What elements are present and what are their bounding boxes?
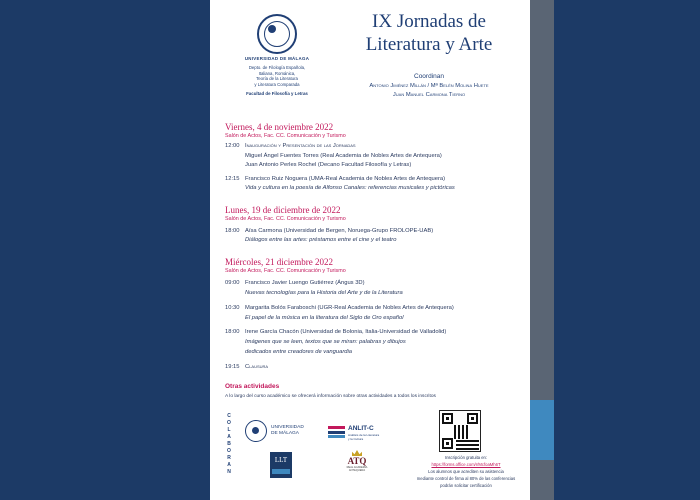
certification-note-line: podrán solicitar certificación <box>440 483 492 488</box>
session-time: 19:15 <box>225 364 240 370</box>
session-row <box>225 329 525 335</box>
session-time: 12:15 <box>225 176 240 182</box>
session-time: 09:00 <box>225 280 240 286</box>
session-row <box>225 364 525 370</box>
other-activities-heading: Otras actividades <box>225 383 280 390</box>
university-logo-block <box>222 14 332 96</box>
certification-note-line: Los alumnos que acrediten su asistencia <box>428 469 504 474</box>
other-activities-text: A lo largo del curso académico se ofrecerá información sobre otras actividades a todos los inscritos <box>225 394 436 399</box>
uma-logo: UNIVERSIDAD DE MÁLAGA <box>245 420 315 444</box>
session-row <box>225 280 525 286</box>
session-detail: El papel de la música en la literatura del Siglo de Oro español <box>245 315 404 321</box>
session-text: Francisco Ruiz Noguera (UMA-Real Academia de Nobles Artes de Antequera) <box>245 176 446 182</box>
book-stack-icon <box>328 426 345 440</box>
day-heading: Miércoles, 21 diciembre 2022 <box>225 257 333 267</box>
session-text: Irene García Chacón (Universidad de Bolonia, Italia-Universidad de Valladolid) <box>245 329 447 335</box>
venue-label: Salón de Actos, Fac. CC. Comunicación y Turismo <box>225 268 346 274</box>
session-time: 18:00 <box>225 228 240 234</box>
atq-logo: ATQ REAL ACADEMIA ANTEQUERA <box>342 450 372 484</box>
registration-label: Inscripción gratuita en: <box>444 455 488 460</box>
colaboran-letter: N <box>227 469 231 475</box>
colaboran-letter: O <box>227 420 231 426</box>
venue-label: Salón de Actos, Fac. CC. Comunicación y Turismo <box>225 216 346 222</box>
crown-icon <box>352 450 362 456</box>
session-time: 18:00 <box>225 329 240 335</box>
session-detail: Imágenes que se leen, textos que se miran: palabras y dibujos <box>245 339 406 345</box>
session-row <box>225 176 525 182</box>
uma-seal-icon <box>245 420 267 442</box>
certification-note-line: mediante control de firma al 80% de las conferencias <box>416 476 516 481</box>
university-name: UNIVERSIDAD DE MÁLAGA <box>244 56 310 61</box>
session-text: Inauguración y Presentación de las Jornadas <box>245 143 356 149</box>
session-time: 10:30 <box>225 305 240 311</box>
session-text: Clausura <box>245 364 269 370</box>
registration-qr-code[interactable] <box>439 410 481 452</box>
faculty-name: Facultad de Filosofía y Letras <box>246 91 308 96</box>
anlit-logo: ANLIT-C Análisis de la Literatura y la Cultura <box>328 424 388 444</box>
session-text: Margarita Bolós Faraboschi (UGR-Real Academia de Nobles Artes de Antequera) <box>245 305 454 311</box>
session-detail: Nuevas tecnologías para la Historia del Arte y de la Literatura <box>245 290 403 296</box>
university-seal-icon <box>257 14 297 54</box>
colaboran-label <box>226 413 232 476</box>
session-row <box>225 305 525 311</box>
day-heading: Viernes, 4 de noviembre 2022 <box>225 122 334 132</box>
registration-link[interactable]: https://forms.office.com/r/McfoaMh6T <box>431 462 501 467</box>
department-name: Depto. de Filología Española, Italiana, Románica, Teoría de la Literatura y Literatura Comparada <box>248 65 306 87</box>
poster-document <box>210 0 530 500</box>
session-detail: Vida y cultura en la poesía de Alfonso Canales: referencias musicales y pictóricas <box>245 185 455 191</box>
session-detail: dedicados entre creadores de vanguardia <box>245 349 352 355</box>
session-detail: Juan Antonio Perles Rochel (Decano Facultad Filosofía y Letras) <box>245 162 412 168</box>
day-heading: Lunes, 19 de diciembre de 2022 <box>225 205 341 215</box>
session-row <box>225 228 525 234</box>
llt-logo: LLT <box>270 452 292 478</box>
session-detail: Diálogos entre las artes: préstamos entre el cine y el teatro <box>245 237 397 243</box>
venue-label: Salón de Actos, Fac. CC. Comunicación y Turismo <box>225 133 346 139</box>
colaboran-letter: B <box>227 441 231 447</box>
side-accent <box>530 400 554 460</box>
coordinators-line-1: Antonio Jiménez Millán / Mª Belén Molina Huete <box>369 83 489 89</box>
colaboran-letter: A <box>227 462 231 468</box>
session-text: Aïsa Carmona (Universidad de Bergen, Noruega-Grupo FROLOPE-UAB) <box>245 228 434 234</box>
coordinan-label: Coordinan <box>414 73 444 80</box>
session-text: Francisco Javier Luengo Gutiérrez (Ángus 3D) <box>245 280 365 286</box>
colaboran-letter: A <box>227 434 231 440</box>
colaboran-letter: O <box>227 448 231 454</box>
session-time: 12:00 <box>225 143 240 149</box>
coordinators-line-2: Juan Manuel Carmona Tierno <box>392 92 466 98</box>
session-detail: Miguel Ángel Fuentes Torres (Real Academia de Nobles Artes de Antequera) <box>245 153 442 159</box>
colaboran-letter: R <box>227 455 231 461</box>
session-row <box>225 143 525 149</box>
event-title: IX Jornadas de Literatura y Arte <box>365 11 493 55</box>
colaboran-letter: L <box>227 427 231 433</box>
colaboran-letter: C <box>227 413 231 419</box>
